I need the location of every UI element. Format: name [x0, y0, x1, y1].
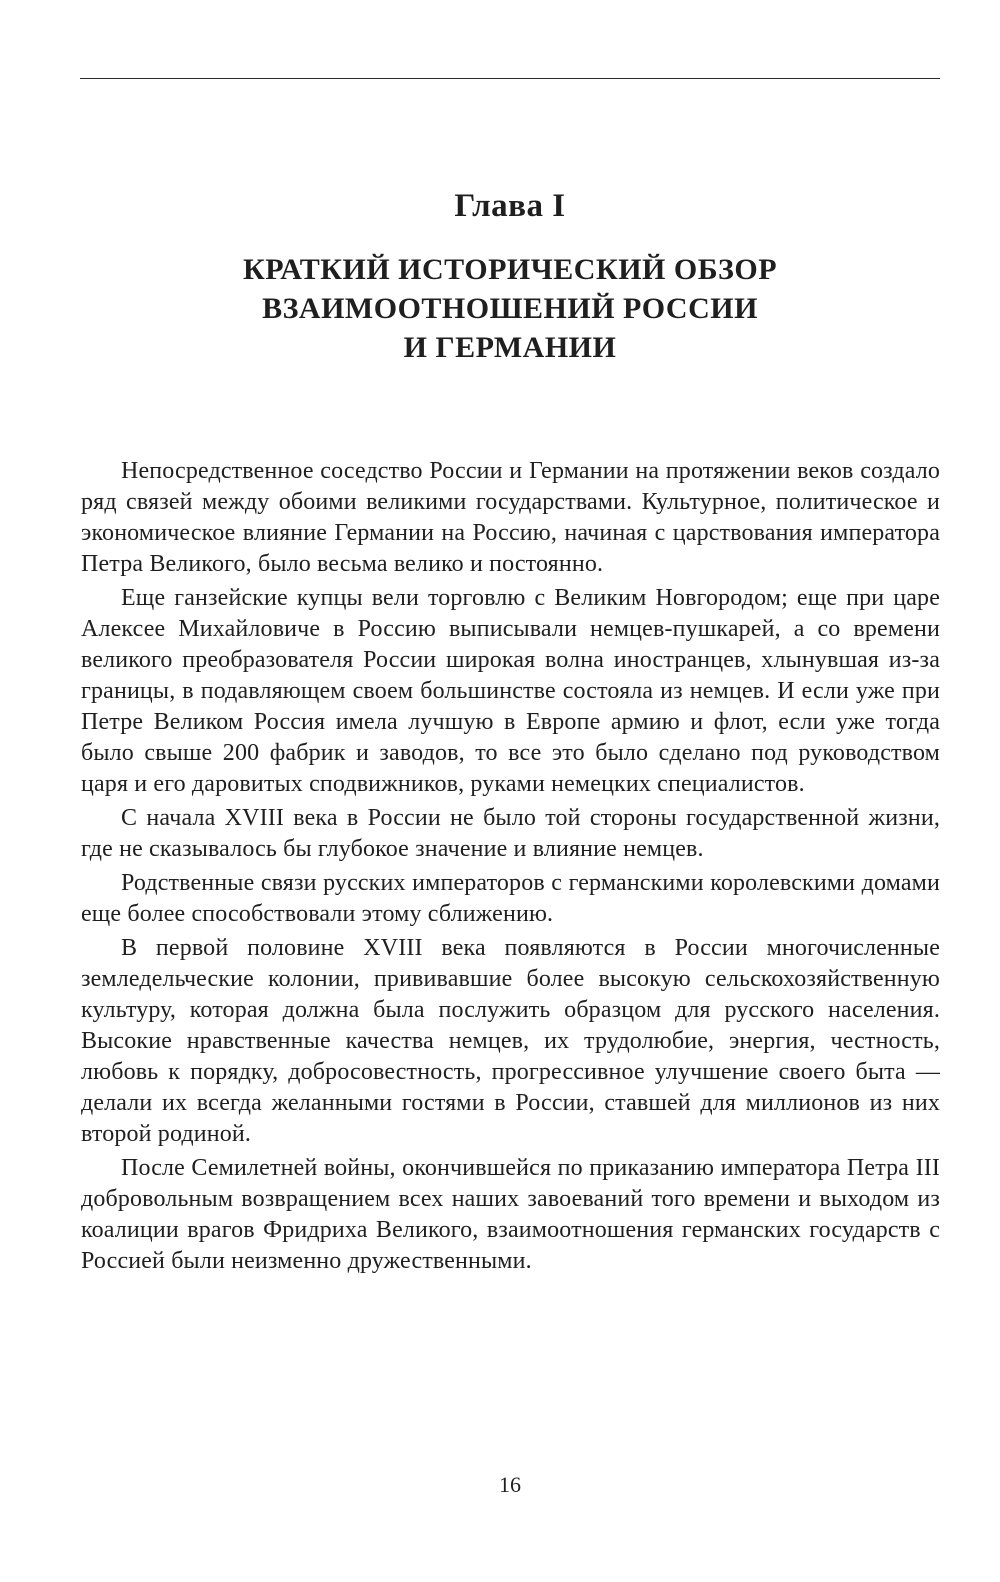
- header-rule: [80, 78, 940, 79]
- paragraph: Еще ганзейские купцы вели торговлю с Великим Новгородом; еще при царе Алексее Михайловиче в Россию выписывали немцев-пушкарей, а со времени великого преобразователя России широкая волна иностранцев, хлынувшая из-за границы, в подавляющем своем большинстве состояла из немцев. И если уже при Петре Великом Россия имела лучшую в Европе армию и флот, если уже тогда было свыше 200 фабрик и заводов, то все это было сделано под руководством царя и его даровитых сподвижников, руками немецких специалистов.: [81, 585, 940, 797]
- body-text: [81, 456, 940, 1280]
- paragraph: В первой половине XVIII века появляются в России многочисленные земледельческие колонии, прививавшие более высокую сельскохозяйственную культуру, которая должна была послужить образцом для русского населения. Высокие нравственные качества немцев, их трудолюбие, энергия, честность, любовь к порядку, добросовестность, прогрессивное улучшение своего быта — делали их всегда желанными гостями в России, ставшей для миллионов из них второй родиной.: [81, 935, 940, 1147]
- paragraph: Непосредственное соседство России и Германии на протяжении веков создало ряд связей между обоими великими государствами. Культурное, политическое и экономическое влияние Германии на Россию, начиная с царствования императора Петра Великого, было весьма велико и постоянно.: [81, 458, 940, 577]
- chapter-title: [80, 250, 940, 367]
- chapter-title-line: КРАТКИЙ ИСТОРИЧЕСКИЙ ОБЗОР: [242, 253, 778, 286]
- paragraph: Родственные связи русских императоров с германскими королевскими домами еще более способствовали этому сближению.: [81, 870, 940, 927]
- paragraph: С начала XVIII века в России не было той стороны государственной жизни, где не сказывалось бы глубокое значение и влияние немцев.: [81, 805, 940, 862]
- chapter-title-line: И ГЕРМАНИИ: [403, 331, 617, 364]
- paragraph: После Семилетней войны, окончившейся по приказанию императора Петра III добровольным возвращением всех наших завоеваний того времени и выходом из коалиции врагов Фридриха Великого, взаимоотношения германских государств с Россией были неизменно дружественными.: [81, 1155, 940, 1274]
- chapter-title-line: ВЗАИМООТНОШЕНИЙ РОССИИ: [262, 292, 758, 325]
- page-number: 16: [499, 1472, 521, 1497]
- chapter-label: Глава I: [454, 188, 566, 224]
